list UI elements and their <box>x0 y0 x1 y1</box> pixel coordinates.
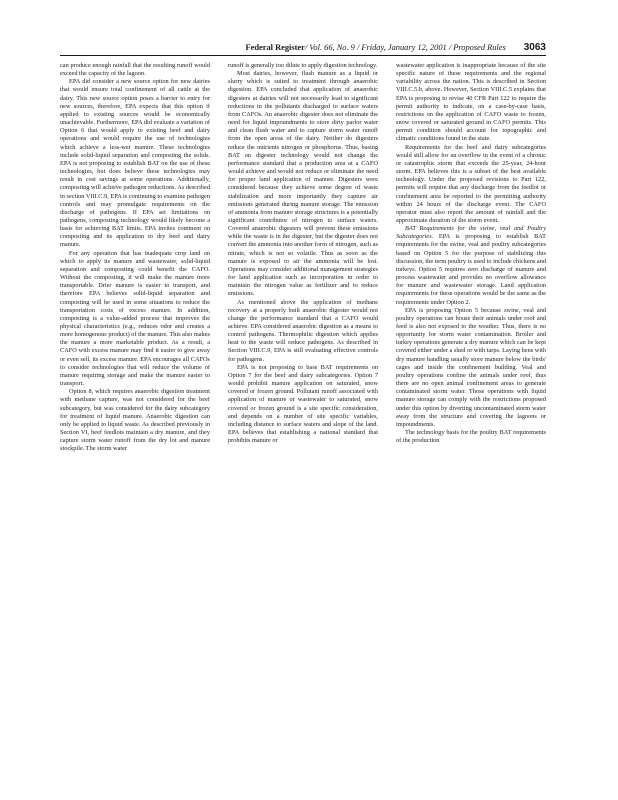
volume-issue-date: / Vol. 66, No. 9 / Friday, January 12, 2001 / Proposed Rules <box>304 43 506 52</box>
paragraph-text: Requirements for the beef and dairy subcategories would still allow for an overflow in the event of a chronic or catastrophic storm that exceeds the 25-year, 24-hour storm. EPA believes this is a subset of the best available technology. Under the proposed revisions to Part 122, permits will require that any discharge from the feedlot or confinement area be reported to the permitting authority within 24 hours of the discharge event. The CAFO operator must also report the amount of rainfall and the approximate duration of the storm event. <box>396 143 546 224</box>
paragraph <box>396 225 546 307</box>
journal-name: Federal Register <box>245 43 305 52</box>
paragraph-text: EPA is not proposing to base BAT requirements on Option 7 for the beef and dairy subcategories. Option 7 would prohibit manure application on saturated, snow covered or frozen ground. Pollutant runoff associated with application of manure or wastewater to saturated, snow covered or frozen ground is a site specific consideration, and depends on a number of site specific variables, including distance to surface waters and slope of the land. EPA believes that establishing a national standard that prohibits manure or <box>228 363 378 445</box>
paragraph <box>60 62 210 78</box>
paragraph <box>228 364 378 446</box>
text-column-2 <box>228 62 378 762</box>
paragraph <box>60 78 210 249</box>
page-header <box>60 42 546 53</box>
paragraph-text: EPA is proposing to establish BAT requirements for the swine, veal and poultry subcategories based on Option 5 for the purpose of stabilizing this discussion, the term poultry is used to include chickens and turkeys. Option 5 requires zero discharge of manure and process wastewater and provides no overflow allowance for manure and wastewater storage. Land application requirements for these operations would be the same as the requirements under Option 2. <box>396 233 546 306</box>
paragraph-text: As mentioned above the application of methane recovery at a properly built anaerobic digester would not change the performance standard that a CAFO would achieve. EPA considered anaerobic digestion as a means to control pathogens. Thermophilic digestion which applies heat to the waste will reduce pathogens. As described in Section VIII.C.9, EPA is still evaluating effective controls for pathogens. <box>228 298 378 363</box>
paragraph <box>60 388 210 453</box>
paragraph <box>228 299 378 364</box>
paragraph-text: For any operation that has inadequate crop land on which to apply its manure and wastewater, solid-liquid separation and composting could benefit the CAFO. Without the composting, it will make the manure more transportable. Drier manure is easier to transport, and therefore EPA believes solid-liquid separation and composting will be used in some situations to reduce the transportation costs of excess manure. In addition, composting is a value-added process that improves the physical characteristics (e.g., reduces odor and creates a more homogenous product) of the manure. This also makes the manure a more marketable product. As a result, a CAFO with excess manure may find it easier to give away or even sell, its excess manure. EPA encourages all CAFOs to consider technologies that will reduce the volume of manure requiring storage and make the manure easier to transport. <box>60 249 210 388</box>
paragraph-text: EPA did consider a new source option for new dairies that would ensure total confinement of all cattle at the dairy. This new source option poses a barrier to entry for new sources, therefore, EPA expects that this option if applied to existing sources would be economically unachievable. Furthermore, EPA did evaluate a variation of Option 6 that would apply to existing beef and dairy operations and would require the use of technologies which achieve a less-wet manure. These technologies include solid-liquid separation and composting the solids. EPA is not proposing to establish BAT on the use of these technologies, but does believe these technologies may result in cost savings at some operations. Additionally, composting will achieve pathogen reductions. As described in section VIII.C.9, EPA is continuing to examine pathogen controls and may promulgate requirements on the discharge of pathogens. If EPA set limitations on pathogens, composting technology would likely become a basis for achieving BAT limits. EPA invites comment on composting and its application to dry beef and dairy manure. <box>60 78 210 249</box>
paragraph-text: EPA is proposing Option 5 because swine, veal and poultry operations can house their animals under roof and feed is also not exposed to the weather. Thus, there is no opportunity for storm water contamination. Broiler and turkey operations generate a dry manure which can be kept covered either under a shed or with tarps. Laying hens with dry manure handling usually store manure below the birds' cages and inside the confinement building. Veal and poultry operations confine the animals under roof, thus there are no open animal confinement areas to generate contaminated storm water. Those operations with liquid manure storage can comply with the restrictions proposed under this option by diverting uncontaminated storm water away from the structure and covering the lagoons or impoundments. <box>396 306 546 428</box>
paragraph <box>60 250 210 389</box>
paragraph <box>396 144 546 226</box>
paragraph <box>396 429 546 445</box>
paragraph <box>396 307 546 429</box>
header-rule <box>60 55 546 56</box>
paragraph-text: Option 8, which requires anaerobic digestion treatment with methane capture, was not considered for the beef subcategory, but was considered for the dairy subcategory for treatment of liquid manure. Anaerobic digestion can only be applied to liquid waste. As described previously in Section VI, beef feedlots maintain a dry manure, and they capture storm water runoff from the dry lot and manure stockpile. The storm water <box>60 388 210 453</box>
run-in-heading: BAT Requirements for the swine, veal and Poultry Subcategories. <box>396 225 546 241</box>
text-column-3 <box>396 62 546 762</box>
header-citation <box>246 43 506 52</box>
paragraph-text: The technology basis for the poultry BAT requirements of the production <box>396 429 546 445</box>
paragraph-text: runoff is generally too dilute to apply digestion technology. <box>228 62 378 69</box>
text-column-1 <box>60 62 210 762</box>
paragraph <box>228 70 378 298</box>
paragraph-text: can produce enough rainfall that the resulting runoff would exceed the capacity of the lagoon. <box>60 62 210 78</box>
paragraph <box>396 62 546 144</box>
paragraph-text: wastewater application is inappropriate because of the site specific nature of these requirements and the regional variability across the nation. This is described in Section VIII.C.5.b, above. However, Section VIII.C.5 explains that EPA is proposing to revise 40 CFR Part 122 to require the permit authority to indicate, on a case-by-case basis, restrictions on the application of CAFO waste to frozen, snow covered or saturated ground in CAFO permits. This permit condition should account for topographic and climatic conditions found in the state. <box>396 62 546 143</box>
paragraph-text: Most dairies, however, flush manure as a liquid or slurry which is suited to treatment through anaerobic digestion. EPA concluded that application of anaerobic digesters at dairies will not necessarily lead to significant reductions in the pollutants discharged to surface waters from CAFOs. An anaerobic digester does not eliminate the need for liquid impoundments to store dirty parlor water and clean flush water and to capture storm water runoff from the open areas of the dairy. Neither do digesters reduce the nutrients nitrogen or phosphorus. Thus, basing BAT on digester technology would not change the performance standard that a production area at a CAFO would achieve and would not reduce or eliminate the need for proper land application of manure. Digesters were considered because they achieve some degree of waste stabilization and more importantly they capture air emissions generated during manure storage. The emission of ammonia from manure storage structures is a potentially significant contributor of nitrogen to surface waters. Covered anaerobic digesters will prevent these emissions while the waste is in the digester, but the digester does not convert the ammonia into another form of nitrogen, such as nitrate, which is not so volatile. Thus as soon as the manure is exposed to air the ammonia will be lost. Operations may consider additional management strategies for land application such as incorporation in order to maintain the nitrogen value as fertilizer and to reduce emissions. <box>228 70 378 298</box>
paragraph <box>228 62 378 70</box>
page-number: 3063 <box>523 42 546 53</box>
